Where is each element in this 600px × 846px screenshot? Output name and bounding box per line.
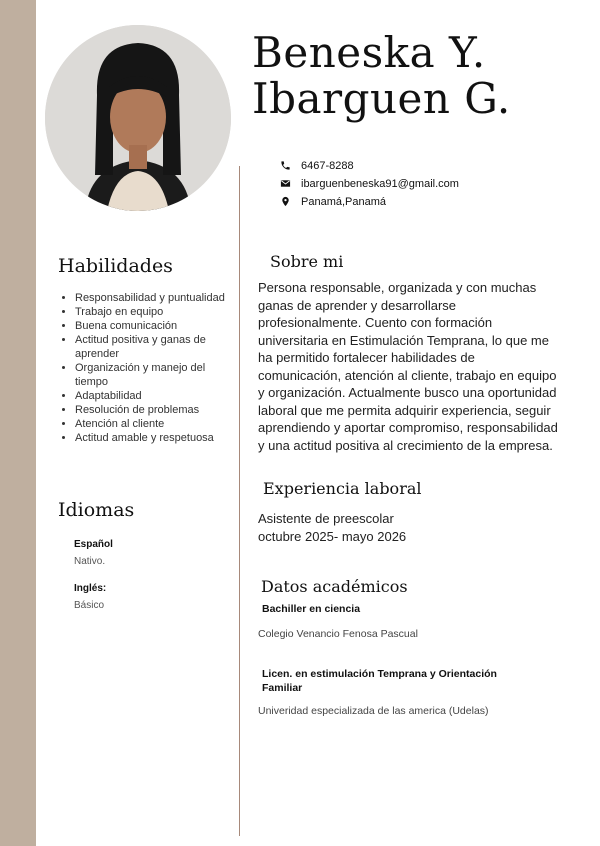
phone-text: 6467-8288 — [301, 159, 354, 172]
skills-heading: Habilidades — [58, 255, 173, 277]
experience-period: octubre 2025- mayo 2026 — [258, 528, 407, 544]
location-text: Panamá,Panamá — [301, 195, 386, 208]
candidate-name — [252, 30, 592, 122]
about-text: Persona responsable, organizada y con muchas ganas de aprender y desarrollarse profesionalmente. Cuento con formación universitaria en Estimulación Temprana, lo que me ha permitido fortalecer habilidades de comunicación, atención al cliente, trabajo en equipo y organización. Actualmente busco una oportunidad laboral que me permita adquirir experiencia, seguir aprendiendo y aportar compromiso, responsabilidad y una actitud positiva al crecimiento de la empresa. — [258, 280, 558, 453]
left-color-band — [0, 0, 36, 846]
skill-item: • Buena comunicación — [75, 319, 225, 333]
profile-photo — [45, 25, 231, 211]
contact-location — [280, 193, 459, 210]
skill-item: • Atención al cliente — [75, 417, 225, 431]
contact-phone — [280, 157, 459, 174]
education-heading: Datos académicos — [261, 577, 408, 596]
experience-role: Asistente de preescolar — [258, 511, 394, 526]
language-label: Español — [74, 539, 113, 550]
education-institution: Univeridad especializada de las america (Udelas) — [258, 705, 489, 717]
language-entry — [74, 583, 106, 611]
languages-heading: Idiomas — [58, 499, 135, 521]
skills-list — [60, 291, 225, 445]
education-degree: Bachiller en ciencia — [262, 603, 361, 615]
language-label: Inglés: — [74, 583, 107, 594]
mail-icon — [280, 178, 291, 189]
language-level: Básico — [74, 600, 105, 611]
education-institution: Colegio Venancio Fenosa Pascual — [258, 628, 418, 640]
skill-item: • Actitud positiva y ganas de aprender — [75, 333, 225, 361]
skill-item: • Trabajo en equipo — [75, 305, 225, 319]
vertical-divider — [239, 166, 240, 836]
location-pin-icon — [280, 196, 291, 207]
about-heading: Sobre mi — [270, 252, 344, 271]
skill-item: • Actitud amable y respetuosa — [75, 431, 225, 445]
contact-email — [280, 175, 459, 192]
skill-item: • Resolución de problemas — [75, 403, 225, 417]
skill-item: • Adaptabilidad — [75, 389, 225, 403]
phone-icon — [280, 160, 291, 171]
email-text: ibarguenbeneska91@gmail.com — [301, 177, 459, 190]
education-degree: Licen. en estimulación Temprana y Orientación Familiar — [262, 668, 497, 694]
language-level: Nativo. — [74, 556, 106, 567]
contact-info — [280, 157, 459, 211]
language-entry — [74, 539, 113, 567]
skill-item: • Responsabilidad y puntualidad — [75, 291, 225, 305]
name-line-1: Beneska Y. — [252, 28, 486, 77]
skill-item: • Organización y manejo del tiempo — [75, 361, 225, 389]
name-line-2: Ibarguen G. — [252, 74, 511, 123]
experience-entry — [258, 510, 406, 545]
experience-heading: Experiencia laboral — [263, 479, 422, 498]
